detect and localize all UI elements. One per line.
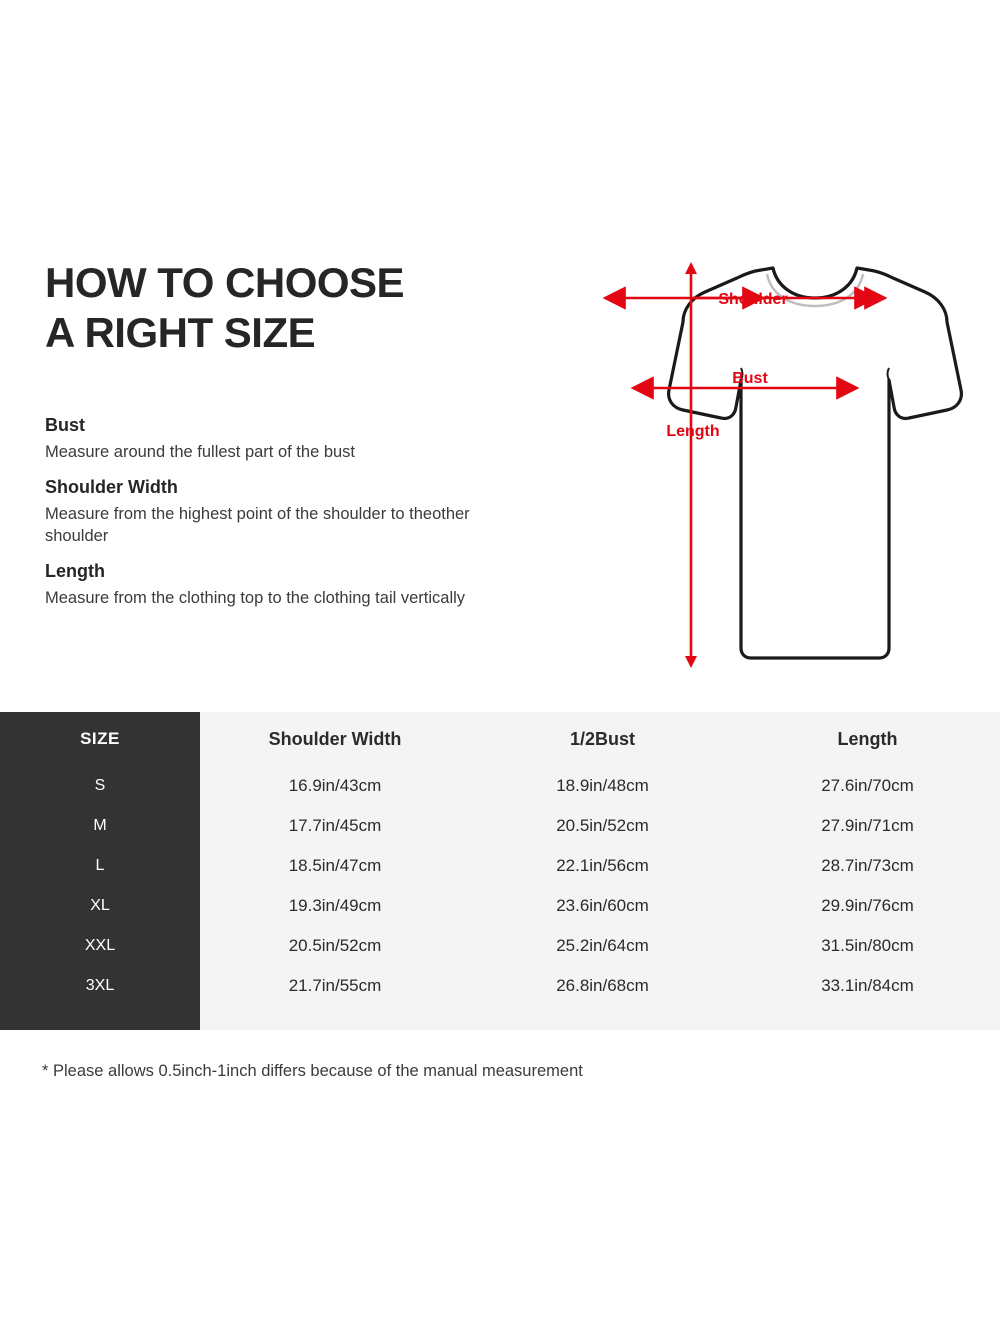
cell-shoulder-width: 18.5in/47cm: [288, 856, 382, 875]
definition-length-text: Measure from the clothing top to the clothing tail vertically: [45, 589, 466, 607]
cell-shoulder-width: 20.5in/52cm: [288, 936, 382, 955]
cell-half-bust: 26.8in/68cm: [556, 976, 649, 995]
column-header-size: SIZE: [80, 729, 120, 748]
page-title-line-2: A RIGHT SIZE: [45, 309, 316, 356]
table-row: [0, 806, 1000, 846]
cell-length: 27.6in/70cm: [821, 776, 914, 795]
tshirt-outline: [669, 268, 962, 658]
definition-length-title: Length: [45, 561, 105, 581]
cell-length: 27.9in/71cm: [821, 816, 914, 835]
cell-size: XL: [90, 897, 110, 914]
definition-shoulder-width: [45, 477, 505, 547]
tshirt-diagram: [505, 240, 975, 690]
cell-size: S: [94, 777, 106, 794]
definition-bust: [45, 415, 505, 463]
bust-label: Bust: [732, 370, 768, 387]
cell-shoulder-width: 17.7in/45cm: [288, 816, 382, 835]
table-row: [0, 966, 1000, 1006]
cell-shoulder-width: 16.9in/43cm: [288, 776, 382, 795]
cell-half-bust: 18.9in/48cm: [556, 776, 649, 795]
cell-length: 33.1in/84cm: [821, 976, 914, 995]
shoulder-label: Shoulder: [718, 291, 788, 308]
definition-shoulder-width-text: Measure from the highest point of the shoulder to theother shoulder: [45, 505, 470, 545]
measurement-definitions: [45, 415, 505, 623]
page-title-line-1: HOW TO CHOOSE: [45, 259, 405, 306]
cell-length: 31.5in/80cm: [821, 936, 914, 955]
cell-length: 29.9in/76cm: [821, 896, 914, 915]
cell-size: L: [95, 857, 105, 874]
definition-length: [45, 561, 505, 609]
table-row: [0, 926, 1000, 966]
cell-half-bust: 22.1in/56cm: [556, 856, 649, 875]
length-label: Length: [666, 423, 720, 440]
column-header-half-bust: 1/2Bust: [569, 728, 636, 749]
page-title: [45, 258, 515, 358]
cell-half-bust: 25.2in/64cm: [556, 936, 649, 955]
measurement-footnote: * Please allows 0.5inch-1inch differs because of the manual measurement: [42, 1062, 583, 1080]
size-table-section: [0, 712, 1000, 1030]
table-header-row: [0, 712, 1000, 766]
cell-size: 3XL: [85, 977, 115, 994]
cell-half-bust: 23.6in/60cm: [556, 896, 649, 915]
cell-size: M: [93, 817, 107, 834]
cell-size: XXL: [84, 937, 116, 954]
table-row: [0, 766, 1000, 806]
definition-bust-text: Measure around the fullest part of the bust: [45, 443, 356, 461]
column-header-length: Length: [837, 728, 898, 749]
table-row: [0, 886, 1000, 926]
cell-half-bust: 20.5in/52cm: [556, 816, 649, 835]
column-header-shoulder-width: Shoulder Width: [268, 728, 402, 749]
cell-shoulder-width: 19.3in/49cm: [288, 896, 382, 915]
cell-shoulder-width: 21.7in/55cm: [288, 976, 382, 995]
size-chart-table: [0, 712, 1000, 1006]
table-row: [0, 846, 1000, 886]
cell-length: 28.7in/73cm: [821, 856, 914, 875]
definition-bust-title: Bust: [45, 415, 85, 435]
definition-shoulder-width-title: Shoulder Width: [45, 477, 178, 497]
